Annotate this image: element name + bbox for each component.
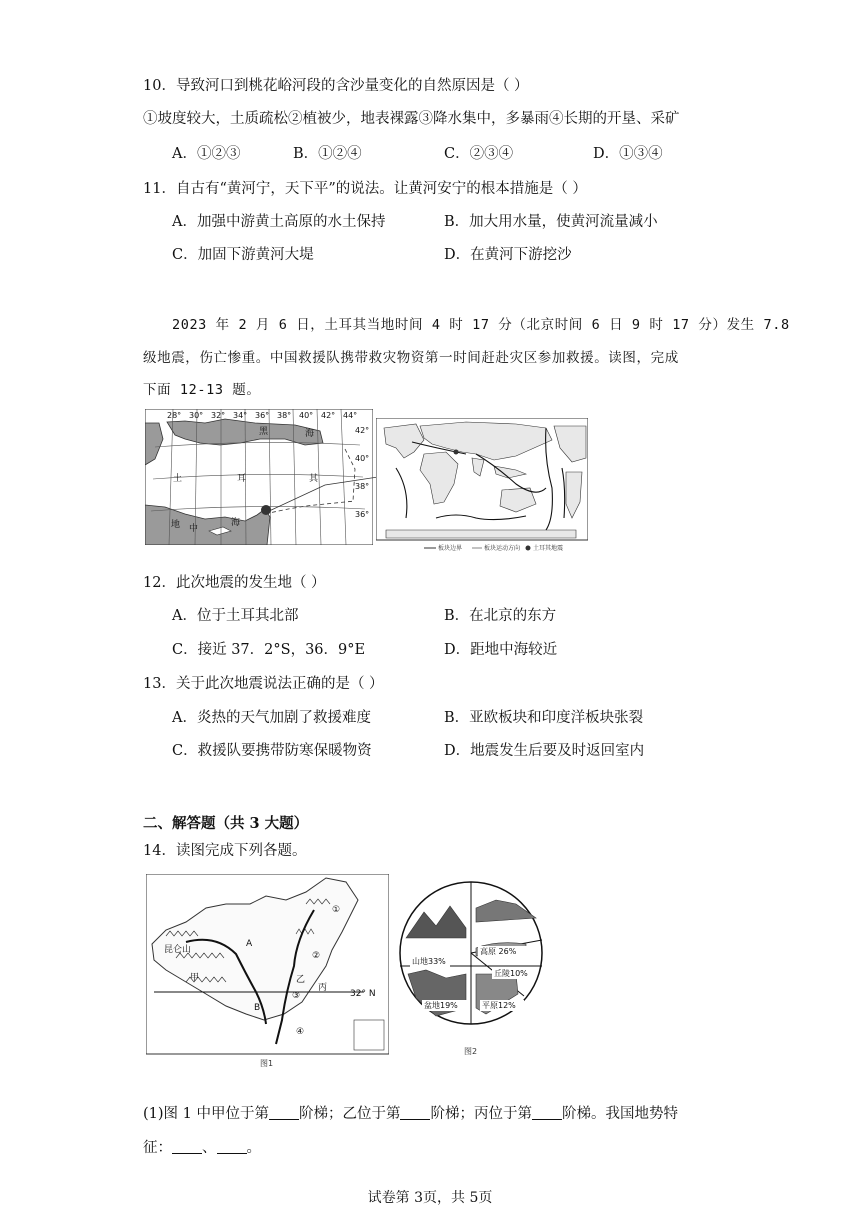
q12-option-b: B．在北京的东方 xyxy=(444,608,557,624)
passage-line-2: 级地震，伤亡惨重。中国救援队携带救灾物资第一时间赶赴灾区参加救援。读图，完成 xyxy=(143,350,679,366)
pie-label-basin: 盆地19% xyxy=(424,1001,458,1010)
place-label: 其 xyxy=(309,474,319,484)
lon-label: 34° xyxy=(233,411,248,420)
q12-stem: 12．此次地震的发生地（ ） xyxy=(143,575,326,591)
lat-label: 42° xyxy=(355,426,370,435)
q11-option-a: A．加强中游黄土高原的水土保持 xyxy=(172,214,386,230)
lon-label: 32° xyxy=(211,411,226,420)
latitude-label: 32° N xyxy=(350,989,376,999)
q12-option-a: A．位于土耳其北部 xyxy=(172,608,299,624)
place-label: 地 xyxy=(171,520,181,530)
answer-blank-feature-2[interactable] xyxy=(217,1139,247,1154)
q11-stem: 11．自古有“黄河宁，天下平”的说法。让黄河安宁的根本措施是（ ） xyxy=(143,181,587,197)
lon-label: 36° xyxy=(255,411,270,420)
kunlun-label: 昆仑山 xyxy=(164,945,192,955)
legend-plate-motion: 板块运动方向 xyxy=(484,545,521,552)
q14-sub1-text-c: 阶梯；丙位于第 xyxy=(430,1106,532,1122)
q13-option-a: A．炎热的天气加剧了救援难度 xyxy=(172,710,371,726)
lat-label: 38° xyxy=(355,482,370,491)
lon-label: 30° xyxy=(189,411,204,420)
q14-sub1-line1 xyxy=(143,1102,678,1123)
lon-label: 38° xyxy=(277,411,292,420)
marker-3: ③ xyxy=(292,991,301,1001)
lon-label: 42° xyxy=(321,411,336,420)
pie-label-mountain: 山地33% xyxy=(412,957,446,966)
world-plate-map xyxy=(376,418,588,556)
lon-label: 28° xyxy=(167,411,182,420)
place-label: 中 xyxy=(189,524,199,534)
q13-option-d: D．地震发生后要及时返回室内 xyxy=(444,743,645,759)
fig2-caption: 图2 xyxy=(464,1047,478,1056)
answer-blank-feature-1[interactable] xyxy=(172,1139,202,1154)
q10-option-a: A．①②③ xyxy=(172,146,241,162)
q10-option-d: D．①③④ xyxy=(593,146,663,162)
passage-line-3: 下面 12-13 题。 xyxy=(143,382,261,398)
pie-label-plateau: 高原 26% xyxy=(480,947,517,956)
q13-stem: 13．关于此次地震说法正确的是（ ） xyxy=(143,676,384,692)
terrain-pie-chart xyxy=(396,878,546,1060)
q14-sub1-text-b: 阶梯；乙位于第 xyxy=(298,1106,401,1122)
q10-option-c: C．②③④ xyxy=(444,146,514,162)
marker-2: ② xyxy=(312,951,321,961)
answer-blank-yi[interactable] xyxy=(400,1105,430,1120)
place-label: 耳 xyxy=(237,474,247,484)
place-label: 海 xyxy=(231,518,241,528)
q14-sub1-text-d: 阶梯。我国地势特 xyxy=(561,1106,678,1122)
lat-label: 36° xyxy=(355,510,370,519)
marker-1: ① xyxy=(332,905,341,915)
pie-label-hills: 丘陵10% xyxy=(494,969,528,978)
yi-label: 乙 xyxy=(296,975,306,985)
q14-sub1-line2 xyxy=(143,1136,261,1157)
place-label: 黑 xyxy=(259,427,269,437)
point-a-label: A xyxy=(246,939,253,949)
q10-stem: 10．导致河口到桃花峪河段的含沙量变化的自然原因是（ ） xyxy=(143,78,529,94)
q13-option-c: C．救援队要携带防寒保暖物资 xyxy=(172,743,372,759)
pie-label-plain: 平原12% xyxy=(482,1001,516,1010)
section-2-title: 二、解答题（共 3 大题） xyxy=(143,815,309,832)
q14-sub1-text-g: 。 xyxy=(246,1140,261,1156)
passage-line-1: 2023 年 2 月 6 日，土耳其当地时间 4 时 17 分（北京时间 6 日 9 时 17 分）发生 7.8 xyxy=(172,317,790,333)
q12-option-d: D．距地中海较近 xyxy=(444,642,558,658)
place-label: 土 xyxy=(173,474,183,484)
china-terrain-map xyxy=(146,874,389,1070)
legend-plate-boundary: 板块边界 xyxy=(438,545,463,552)
q11-option-b: B．加大用水量，使黄河流量减小 xyxy=(444,214,658,230)
q14-sub1-text-e: 征： xyxy=(143,1140,172,1156)
q14-sub1-text-a: (1)图 1 中甲位于第 xyxy=(143,1106,269,1122)
q13-option-b: B．亚欧板块和印度洋板块张裂 xyxy=(444,710,644,726)
legend-quake: 土耳其地震 xyxy=(533,545,564,552)
q11-option-c: C．加固下游黄河大堤 xyxy=(172,247,314,263)
q10-items: ①坡度较大，土质疏松②植被少，地表裸露③降水集中，多暴雨④长期的开垦、采矿 xyxy=(143,111,680,127)
q12-option-c: C．接近 37．2°S，36．9°E xyxy=(172,642,366,658)
q10-option-b: B．①②④ xyxy=(293,146,362,162)
q14-sub1-text-f: 、 xyxy=(202,1140,217,1156)
q11-option-d: D．在黄河下游挖沙 xyxy=(444,247,572,263)
jia-label: 甲 xyxy=(190,973,200,983)
place-label: 海 xyxy=(305,429,315,439)
point-b-label: B xyxy=(254,1003,261,1013)
answer-blank-jia[interactable] xyxy=(269,1105,299,1120)
page-footer: 试卷第 3页，共 5页 xyxy=(367,1190,493,1206)
lat-label: 40° xyxy=(355,454,370,463)
q14-stem: 14．读图完成下列各题。 xyxy=(143,843,307,859)
bing-label: 丙 xyxy=(318,983,328,993)
lon-label: 40° xyxy=(299,411,314,420)
marker-4: ④ xyxy=(296,1027,305,1037)
answer-blank-bing[interactable] xyxy=(532,1105,562,1120)
lon-label: 44° xyxy=(343,411,358,420)
fig1-caption: 图1 xyxy=(260,1059,274,1068)
